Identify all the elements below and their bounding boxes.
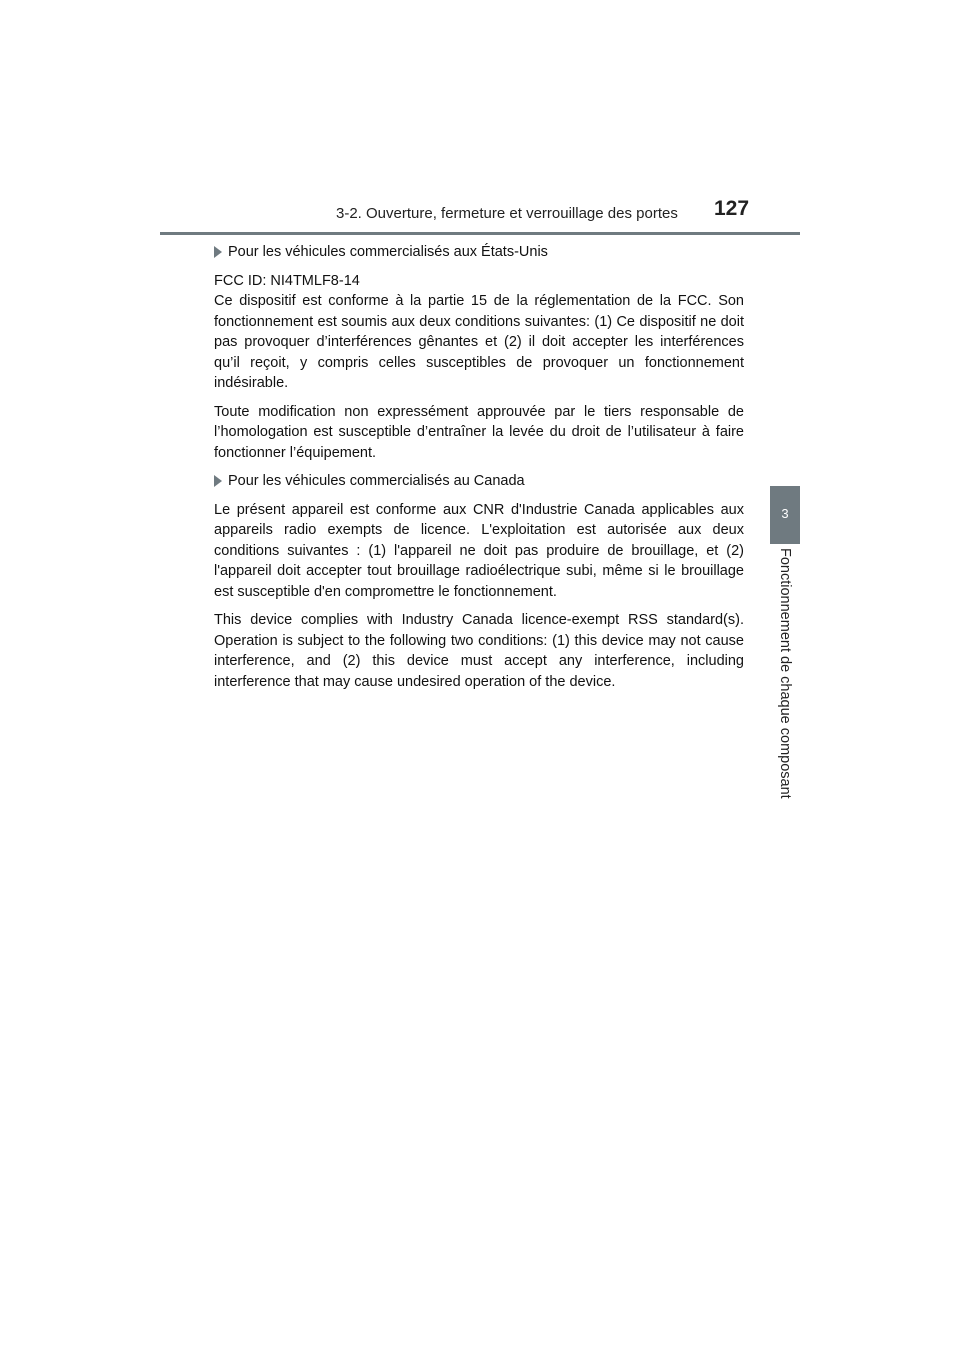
triangle-bullet-icon xyxy=(214,246,222,258)
header-divider xyxy=(160,232,800,235)
fcc-statement: Ce dispositif est conforme à la partie 15 de la réglementation de la FCC. Son fonctionnement est soumis aux deux conditions suivantes: (1) Ce dispositif ne doit pas provoquer d’interférences gênantes et (2) il doit accepter les interférences qu’il reçoit, y compris celles susceptibles de provoquer un fonctionnement indésirable. xyxy=(214,293,744,391)
chapter-tab xyxy=(770,486,800,544)
usa-heading-text: Pour les véhicules commercialisés aux États-Unis xyxy=(228,244,548,260)
canada-subheading xyxy=(214,471,744,492)
canada-heading-text: Pour les véhicules commercialisés au Canada xyxy=(228,473,525,489)
triangle-bullet-icon xyxy=(214,475,222,487)
fcc-block xyxy=(214,271,744,394)
chapter-label xyxy=(772,548,798,808)
page-number: 127 xyxy=(714,197,750,220)
page-content xyxy=(214,242,744,692)
chapter-number: 3 xyxy=(781,506,789,521)
section-title: 3-2. Ouverture, fermeture et verrouillage des portes xyxy=(336,205,678,222)
canada-english-statement: This device complies with Industry Canada licence-exempt RSS standard(s). Operation is subject to the following two conditions: (1) this device may not cause interference, and (2) this device must accept any interference, including interference that may cause undesired operation of the device. xyxy=(214,612,744,690)
chapter-title: Fonctionnement de chaque composant xyxy=(777,548,793,799)
modification-warning: Toute modification non expressément approuvée par le tiers responsable de l’homologation est susceptible d’entraîner la levée du droit de l’utilisateur à faire fonctionner l’équipement. xyxy=(214,403,744,461)
canada-french-statement: Le présent appareil est conforme aux CNR d'Industrie Canada applicables aux appareils radio exempts de licence. L'exploitation est autorisée aux deux conditions suivantes : (1) l'appareil ne doit pas produire de brouillage, et (2) l'appareil doit accepter tout brouillage radioélectrique subi, même si le brouillage est susceptible d'en compromettre le fonctionnement. xyxy=(214,501,744,600)
usa-subheading xyxy=(214,242,744,263)
fcc-id: FCC ID: NI4TMLF8-14 xyxy=(214,272,360,289)
